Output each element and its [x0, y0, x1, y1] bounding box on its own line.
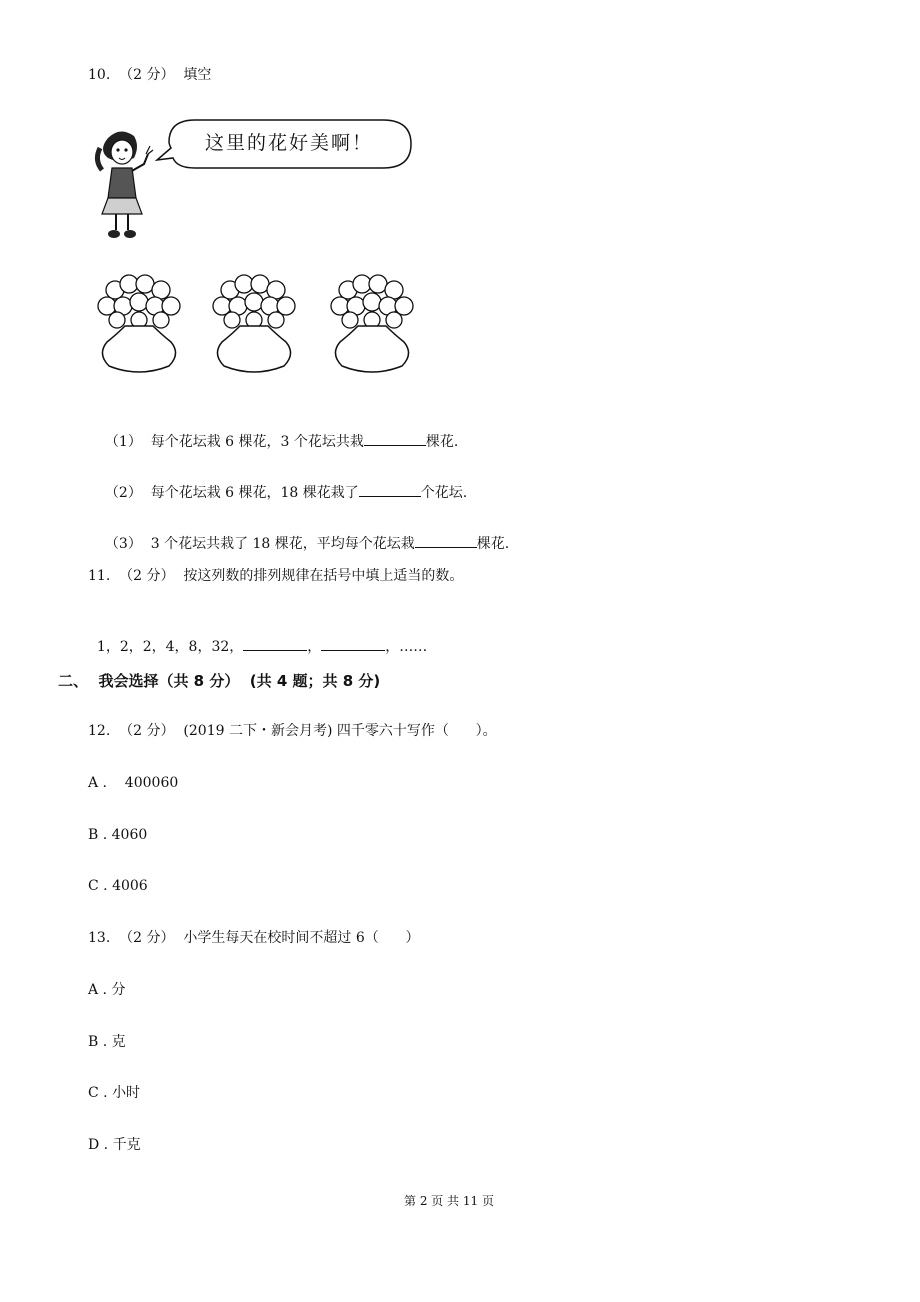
q12-option-c[interactable]: C . 4006: [88, 878, 148, 894]
speech-text: 这里的花好美啊！: [205, 132, 374, 154]
answer-blank[interactable]: [243, 637, 307, 651]
q12-option-b[interactable]: B . 4060: [88, 827, 148, 843]
flower-pot-2: [210, 270, 300, 376]
answer-blank[interactable]: [359, 483, 421, 497]
page-footer: 第 2 页 共 11 页: [404, 1194, 494, 1208]
q10-sub3-tail: 棵花.: [476, 536, 510, 552]
q10-header: 10. （2 分） 填空: [88, 67, 212, 83]
answer-blank[interactable]: [364, 432, 426, 446]
q13-option-a[interactable]: A . 分: [88, 982, 126, 998]
flower-pot-1: [95, 270, 185, 376]
q13-header: 13. （2 分） 小学生每天在校时间不超过 6（ ）: [88, 930, 420, 946]
q11-ellipsis: ，……: [385, 639, 428, 655]
flower-pot-3: [328, 270, 418, 376]
q10-sub3: [96, 516, 509, 553]
q11-sequence-text: 1，2，2，4，8，32，: [96, 639, 244, 655]
q10-sub2-text: （2） 每个花坛栽 6 棵花，18 棵花栽了: [104, 485, 359, 501]
answer-blank[interactable]: [321, 637, 385, 651]
q10-sub2: [96, 465, 467, 502]
answer-blank[interactable]: [415, 534, 477, 548]
q12-option-a[interactable]: A . 400060: [88, 775, 179, 791]
q10-sub3-text: （3） 3 个花坛共栽了 18 棵花，平均每个花坛栽: [104, 536, 415, 552]
section-2-title: 二、 我会选择（共 8 分） (共 4 题；共 8 分): [58, 672, 381, 690]
q11-header: 11. （2 分） 按这列数的排列规律在括号中填上适当的数。: [88, 568, 464, 584]
q13-option-b[interactable]: B . 克: [88, 1034, 126, 1050]
q12-header: 12. （2 分） (2019 二下・新会月考) 四千零六十写作（ ）。: [88, 723, 497, 739]
q11-separator: ，: [307, 639, 322, 655]
q10-sub1-text: （1） 每个花坛栽 6 棵花，3 个花坛共栽: [104, 434, 364, 450]
q10-sub1-tail: 棵花.: [425, 434, 459, 450]
q13-option-d[interactable]: D . 千克: [88, 1137, 141, 1153]
q10-sub2-tail: 个花坛.: [420, 485, 468, 501]
q11-sequence: [88, 619, 427, 656]
q10-sub1: [96, 414, 458, 451]
q13-option-c[interactable]: C . 小时: [88, 1085, 141, 1101]
